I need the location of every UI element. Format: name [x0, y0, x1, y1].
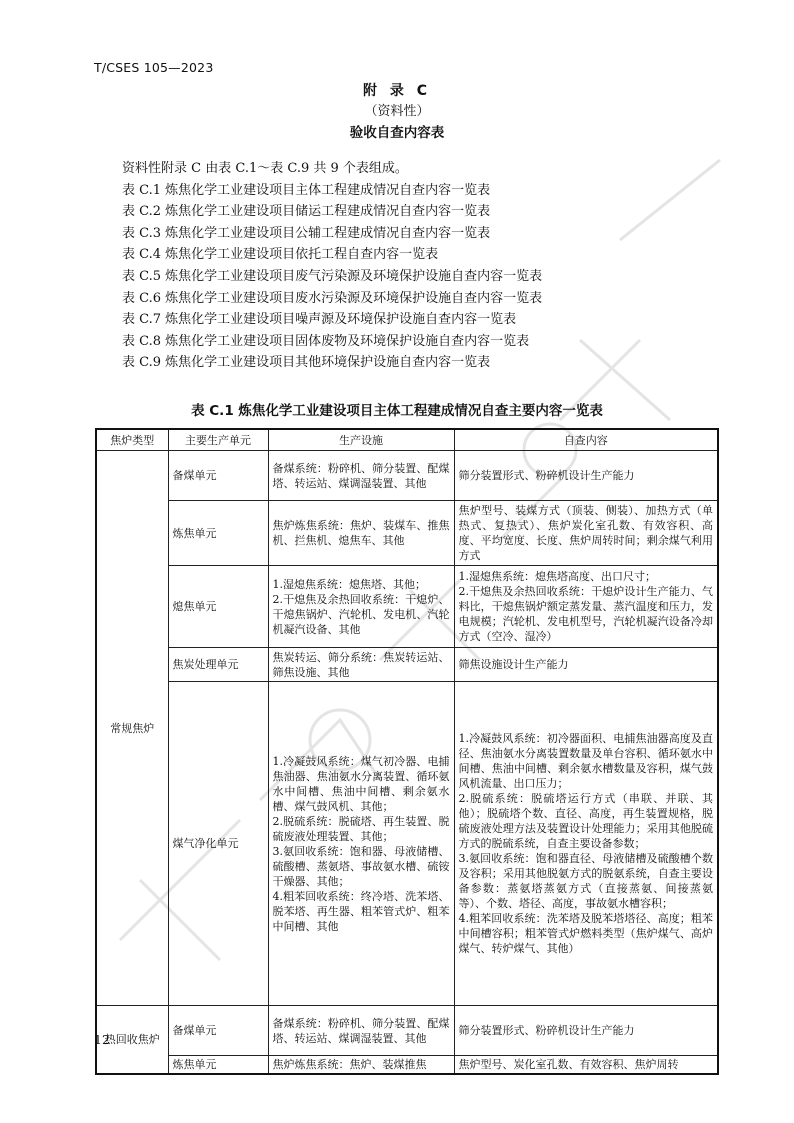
intro-line: 表 C.3 炼焦化学工业建设项目公辅工程建成情况自查内容一览表: [122, 225, 491, 241]
check-cell: 筛分装置形式、粉碎机设计生产能力: [454, 451, 718, 501]
check-cell: 1.湿熄焦系统：熄焦塔高度、出口尺寸； 2.干熄焦及余热回收系统：干熄炉设计生产能力、气料比，干熄焦锅炉额定蒸发量、蒸汽温度和压力，发电规模；汽轮机、发电机型号，汽轮机凝汽设备冷却方式（空冷、湿冷）: [454, 566, 718, 648]
oven-type-cell: 常规焦炉: [96, 451, 168, 1006]
facility-cell: 1.冷凝鼓风系统：煤气初冷器、电捕焦油器、焦油氨水分离装置、循环氨水中间槽、焦油中间槽、剩余氨水槽、煤气鼓风机、其他； 2.脱硫系统：脱硫塔、再生装置、脱硫废液处理装置、其他； 3.氨回收系统：饱和器、母液储槽、硫酸槽、蒸氨塔、事故氨水槽、硫铵干燥器、其他； 4.粗苯回收系统：终冷塔、洗苯塔、脱苯塔、再生器、粗苯管式炉、粗苯中间槽、其他: [268, 682, 454, 1006]
unit-cell: 煤气净化单元: [168, 682, 268, 1006]
table-title: 表 C.1 炼焦化学工业建设项目主体工程建成情况自查主要内容一览表: [191, 403, 603, 419]
header-coke-oven-type: 焦炉类型: [96, 429, 168, 451]
unit-cell: 焦炭处理单元: [168, 648, 268, 682]
oven-type-cell: 热回收焦炉: [96, 1006, 168, 1075]
unit-cell: 备煤单元: [168, 451, 268, 501]
intro-list: [122, 158, 542, 374]
facility-cell: 焦炉炼焦系统：焦炉、装煤推焦: [268, 1056, 454, 1075]
intro-line: 表 C.2 炼焦化学工业建设项目储运工程建成情况自查内容一览表: [122, 204, 491, 220]
header-production-facility: 生产设施: [268, 429, 454, 451]
unit-cell: 备煤单元: [168, 1006, 268, 1056]
intro-line: 表 C.4 炼焦化学工业建设项目依托工程自查内容一览表: [122, 247, 439, 263]
unit-cell: 炼焦单元: [168, 501, 268, 566]
intro-line: 资料性附录 C 由表 C.1～表 C.9 共 9 个表组成。: [122, 161, 408, 176]
page-number: 12: [94, 1032, 110, 1047]
intro-line: 表 C.1 炼焦化学工业建设项目主体工程建成情况自查内容一览表: [122, 182, 491, 198]
appendix-nature: （资料性）: [364, 104, 430, 119]
table-row: [96, 451, 718, 501]
facility-cell: 备煤系统：粉碎机、筛分装置、配煤塔、转运站、煤调湿装置、其他: [268, 1006, 454, 1056]
facility-cell: 备煤系统：粉碎机、筛分装置、配煤塔、转运站、煤调湿装置、其他: [268, 451, 454, 501]
intro-line: 表 C.5 炼焦化学工业建设项目废气污染源及环境保护设施自查内容一览表: [122, 268, 543, 284]
check-cell: 焦炉型号、装煤方式（顶装、侧装）、加热方式（单热式、复热式）、焦炉炭化室孔数、有效容积、高度、平均宽度、长度、焦炉周转时间；剩余煤气利用方式: [454, 501, 718, 566]
table-header-row: [96, 429, 718, 451]
check-cell: 筛分装置形式、粉碎机设计生产能力: [454, 1006, 718, 1056]
intro-line: 表 C.6 炼焦化学工业建设项目废水污染源及环境保护设施自查内容一览表: [122, 290, 543, 306]
appendix-label: 附 录 C: [362, 83, 432, 99]
check-cell: 1.冷凝鼓风系统：初冷器面积、电捕焦油器高度及直径、焦油氨水分离装置数量及单台容积、循环氨水中间槽、焦油中间槽、剩余氨水槽数量及容积，煤气鼓风机流量、出口压力； 2.脱硫系统：脱硫塔运行方式（串联、并联、其他）；脱硫塔个数、直径、高度，再生装置规格，脱硫废液处理方法及装置设计处理能力；采用其他脱硫方式的脱硫系统，自查主要设备参数； 3.氨回收系统：饱和器直径、母液储槽及硫酸槽个数及容积；采用其他脱氨方式的脱氨系统，自查主要设备参数：蒸氨塔蒸氨方式（直接蒸氨、间接蒸氨等）、个数、塔径、高度，事故氨水槽容积； 4.粗苯回收系统：洗苯塔及脱苯塔塔径、高度；粗苯中间槽容积；粗苯管式炉燃料类型（焦炉煤气、高炉煤气、转炉煤气、其他）: [454, 682, 718, 1006]
table-row: [96, 682, 718, 1006]
facility-cell: 焦炭转运、筛分系统：焦炭转运站、筛焦设施、其他: [268, 648, 454, 682]
table-row: [96, 1006, 718, 1056]
intro-line: 表 C.9 炼焦化学工业建设项目其他环境保护设施自查内容一览表: [122, 355, 491, 371]
check-cell: 筛焦设施设计生产能力: [454, 648, 718, 682]
inspection-table: [95, 428, 719, 1075]
intro-line: 表 C.8 炼焦化学工业建设项目固体废物及环境保护设施自查内容一览表: [122, 333, 530, 349]
header-check-content: 自查内容: [454, 429, 718, 451]
appendix-title: 验收自查内容表: [349, 125, 445, 141]
table-row: [96, 648, 718, 682]
unit-cell: 熄焦单元: [168, 566, 268, 648]
check-cell: 焦炉型号、炭化室孔数、有效容积、焦炉周转: [454, 1056, 718, 1075]
facility-cell: 1.湿熄焦系统：熄焦塔、其他； 2.干熄焦及余热回收系统：干熄炉、干熄焦锅炉、汽轮机、发电机、汽轮机凝汽设备、其他: [268, 566, 454, 648]
header-production-unit: 主要生产单元: [168, 429, 268, 451]
table-row: [96, 566, 718, 648]
table-row: [96, 501, 718, 566]
intro-line: 表 C.7 炼焦化学工业建设项目噪声源及环境保护设施自查内容一览表: [122, 312, 517, 328]
document-code: T/CSES 105—2023: [94, 60, 214, 75]
table-row: [96, 1056, 718, 1075]
facility-cell: 焦炉炼焦系统：焦炉、装煤车、推焦机、拦焦机、熄焦车、其他: [268, 501, 454, 566]
unit-cell: 炼焦单元: [168, 1056, 268, 1075]
